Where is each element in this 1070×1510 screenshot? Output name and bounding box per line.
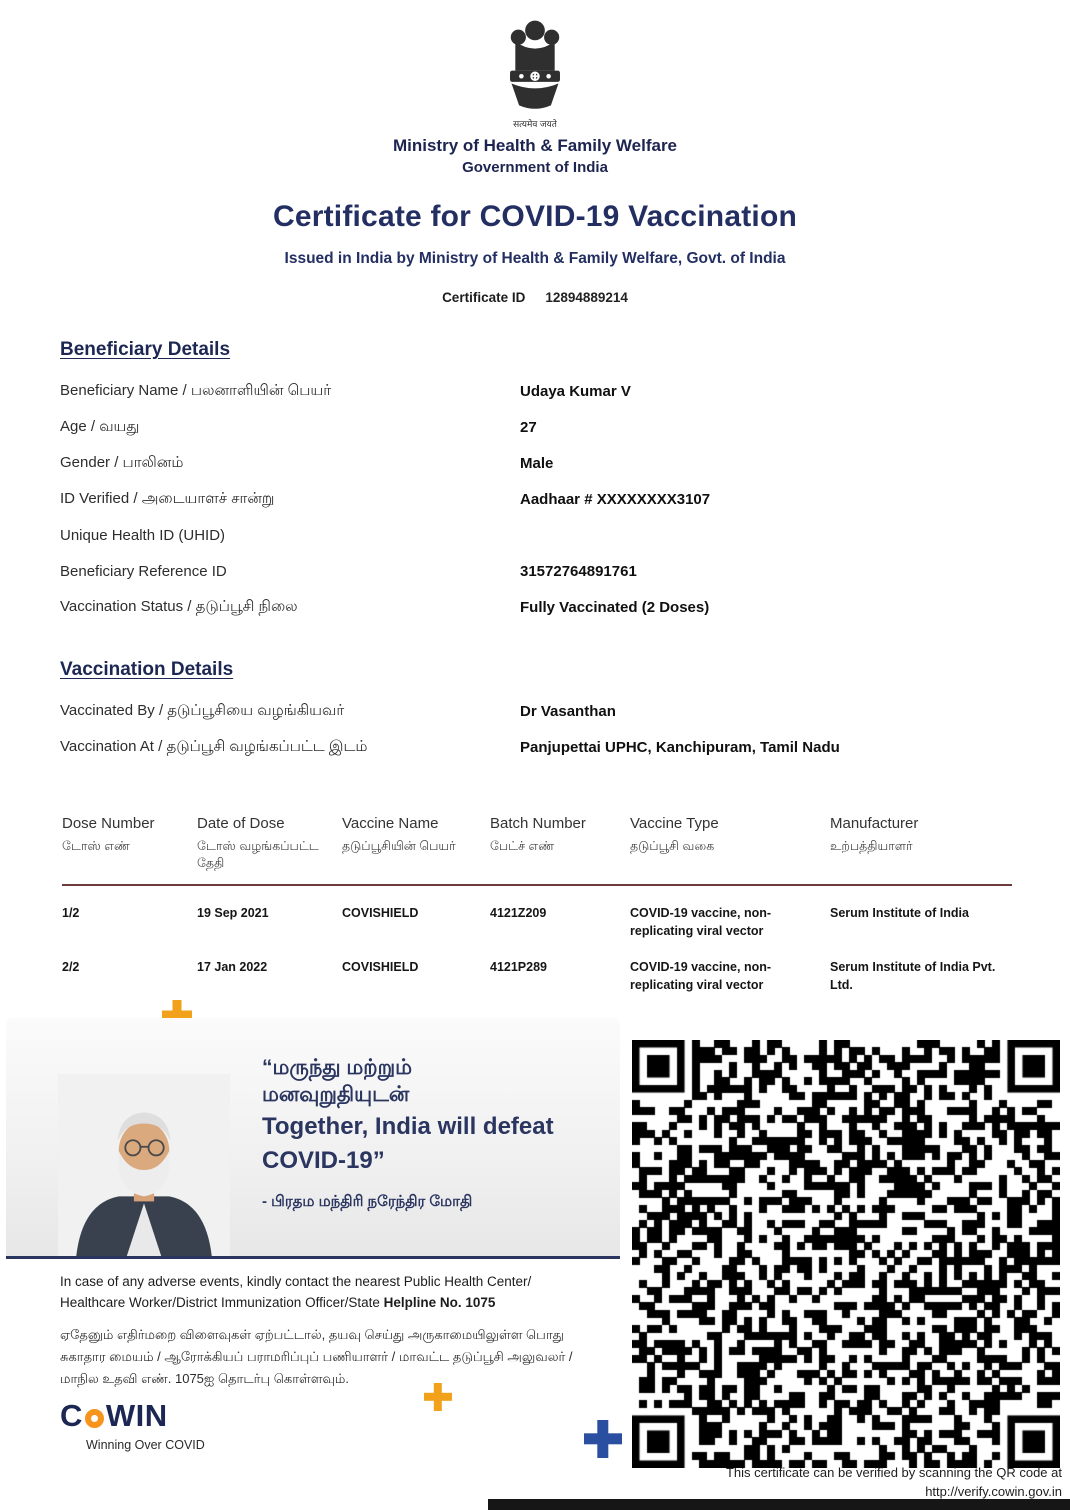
column-header-en: Vaccine Type	[630, 815, 719, 832]
column-header-ta: தடுப்பூசியின் பெயர்	[342, 839, 456, 853]
certificate-subtitle: Issued in India by Ministry of Health & Family Welfare, Govt. of India	[284, 250, 786, 267]
quote-english-line2: COVID-19”	[262, 1146, 385, 1174]
column-header-en: Date of Dose	[197, 815, 285, 832]
field-row	[60, 481, 1070, 517]
field-label: Beneficiary Reference ID	[60, 562, 227, 580]
field-label: Unique Health ID (UHID)	[60, 526, 226, 544]
column-header-ta: உற்பத்தியாளர்	[830, 839, 913, 853]
field-row	[60, 373, 1070, 409]
column-header-ta: டோஸ் வழங்கப்பட்ட தேதி	[197, 839, 319, 870]
field-value: Male	[520, 454, 554, 472]
field-label: Gender / பாலினம்	[60, 453, 184, 471]
field-value: 27	[520, 418, 537, 436]
field-row	[60, 409, 1070, 445]
field-value: Udaya Kumar V	[520, 382, 631, 400]
cowin-logo-text	[60, 1398, 205, 1434]
beneficiary-fields	[60, 373, 1070, 625]
vaccination-section	[60, 659, 1070, 765]
ministry-title: Ministry of Health & Family Welfare	[392, 136, 678, 155]
adverse-note-text: In case of any adverse events, kindly contact the nearest Public Health Center/ Healthcare Worker/District Immunization Officer/State	[60, 1274, 532, 1310]
cowin-logo	[60, 1398, 205, 1452]
batch-number: 4121P289	[490, 960, 548, 974]
verify-line2: http://verify.cowin.gov.in	[925, 1483, 1062, 1499]
adverse-note-english	[60, 1272, 595, 1314]
plus-icon	[584, 1420, 622, 1458]
india-emblem-icon	[489, 10, 581, 116]
verify-line1: This certificate can be verified by scanning the QR code at	[725, 1465, 1062, 1480]
column-header-en: Vaccine Name	[342, 815, 439, 832]
field-value: Dr Vasanthan	[520, 702, 616, 720]
certificate-id-row	[0, 290, 1070, 305]
column-header	[630, 815, 830, 872]
field-label: ID Verified / அடையாளச் சான்று	[60, 489, 275, 507]
field-label: Vaccination At / தடுப்பூசி வழங்கப்பட்ட இடம்	[60, 737, 368, 755]
manufacturer: Serum Institute of India Pvt. Ltd.	[830, 960, 996, 993]
dose-table-header	[62, 815, 1012, 886]
column-header	[342, 815, 490, 872]
field-row	[60, 445, 1070, 481]
helpline-number: Helpline No. 1075	[383, 1294, 496, 1310]
dose-row	[62, 904, 1012, 940]
pm-quote	[262, 1054, 554, 1212]
cowin-o-icon	[85, 1409, 104, 1428]
adverse-note	[60, 1272, 595, 1390]
vaccine-type: COVID-19 vaccine, non-replicating viral vector	[630, 960, 772, 993]
column-header	[62, 815, 197, 872]
certificate-id-label: Certificate ID	[442, 290, 526, 305]
vaccine-name: COVISHIELD	[342, 960, 419, 974]
column-header	[830, 815, 1012, 872]
column-header-en: Batch Number	[490, 815, 586, 832]
column-header-ta: தடுப்பூசி வகை	[630, 839, 715, 853]
vaccination-section-title: Vaccination Details	[60, 659, 234, 680]
dose-date: 19 Sep 2021	[197, 905, 269, 920]
pm-quote-banner	[6, 1018, 620, 1259]
cowin-tagline: Winning Over COVID	[86, 1438, 205, 1452]
cowin-c: C	[60, 1398, 83, 1433]
field-label: Age / வயது	[60, 417, 140, 435]
government-title: Government of India	[462, 159, 608, 176]
dose-date: 17 Jan 2022	[197, 960, 268, 974]
cowin-win: WIN	[105, 1398, 168, 1433]
quote-tamil-line2: மனவுறுதியுடன்	[262, 1083, 410, 1107]
quote-attribution: - பிரதம மந்திரி நரேந்திர மோதி	[262, 1193, 473, 1211]
batch-number: 4121Z209	[490, 905, 547, 920]
beneficiary-section-title: Beneficiary Details	[60, 339, 231, 360]
dose-number: 2/2	[62, 960, 80, 974]
qr-code	[632, 1040, 1060, 1468]
vaccine-type: COVID-19 vaccine, non-replicating viral vector	[630, 905, 772, 938]
column-header-ta: டோஸ் எண்	[62, 839, 130, 853]
column-header	[490, 815, 630, 872]
verify-note	[726, 1464, 1062, 1502]
vaccine-name: COVISHIELD	[342, 905, 419, 920]
field-label: Vaccinated By / தடுப்பூசியை வழங்கியவர்	[60, 701, 345, 719]
adverse-note-tamil: ஏதேனும் எதிர்மறை விளைவுகள் ஏற்பட்டால், தயவு செய்து அருகாமையிலுள்ள பொது சுகாதார மையம் / ஆரோக்கியப் பராமரிப்புப் பணியாளர் / மாவட்ட தடுப்பூசி அலுவலர் / மாநில உதவி எண். 1075ஐ தொடர்பு கொள்ளவும்.	[60, 1326, 573, 1387]
quote-tamil-line1: “மருந்து மற்றும்	[262, 1056, 413, 1079]
certificate-title: Certificate for COVID-19 Vaccination	[272, 200, 797, 233]
field-label: Vaccination Status / தடுப்பூசி நிலை	[60, 597, 298, 615]
quote-english-line1: Together, India will defeat	[262, 1112, 554, 1140]
field-label: Beneficiary Name / பலனாளியின் பெயர்	[60, 381, 332, 399]
dose-table	[62, 815, 1012, 994]
column-header-en: Dose Number	[62, 815, 155, 832]
field-value: Panjupettai UPHC, Kanchipuram, Tamil Nadu	[520, 738, 840, 756]
beneficiary-section	[60, 339, 1070, 625]
column-header	[197, 815, 342, 872]
column-header-en: Manufacturer	[830, 815, 919, 832]
certificate-id-value: 12894889214	[545, 290, 628, 305]
field-value: Aadhaar # XXXXXXXX3107	[520, 490, 711, 508]
field-row	[60, 693, 1070, 729]
column-header-ta: பேட்ச் எண்	[490, 839, 555, 853]
qr-code-canvas	[632, 1040, 1060, 1468]
field-value: 31572764891761	[520, 562, 637, 580]
field-row	[60, 517, 1070, 553]
field-row	[60, 553, 1070, 589]
dose-number: 1/2	[62, 905, 80, 920]
field-row	[60, 589, 1070, 625]
header	[0, 0, 1070, 305]
field-row	[60, 729, 1070, 765]
plus-icon	[424, 1383, 452, 1411]
emblem-motto: सत्यमेव जयते	[513, 119, 557, 129]
scan-artifact-bar	[488, 1499, 1070, 1510]
dose-row	[62, 958, 1012, 994]
manufacturer: Serum Institute of India	[830, 905, 969, 920]
vaccination-fields	[60, 693, 1070, 765]
field-value: Fully Vaccinated (2 Doses)	[520, 598, 710, 616]
pm-portrait	[58, 1074, 230, 1256]
